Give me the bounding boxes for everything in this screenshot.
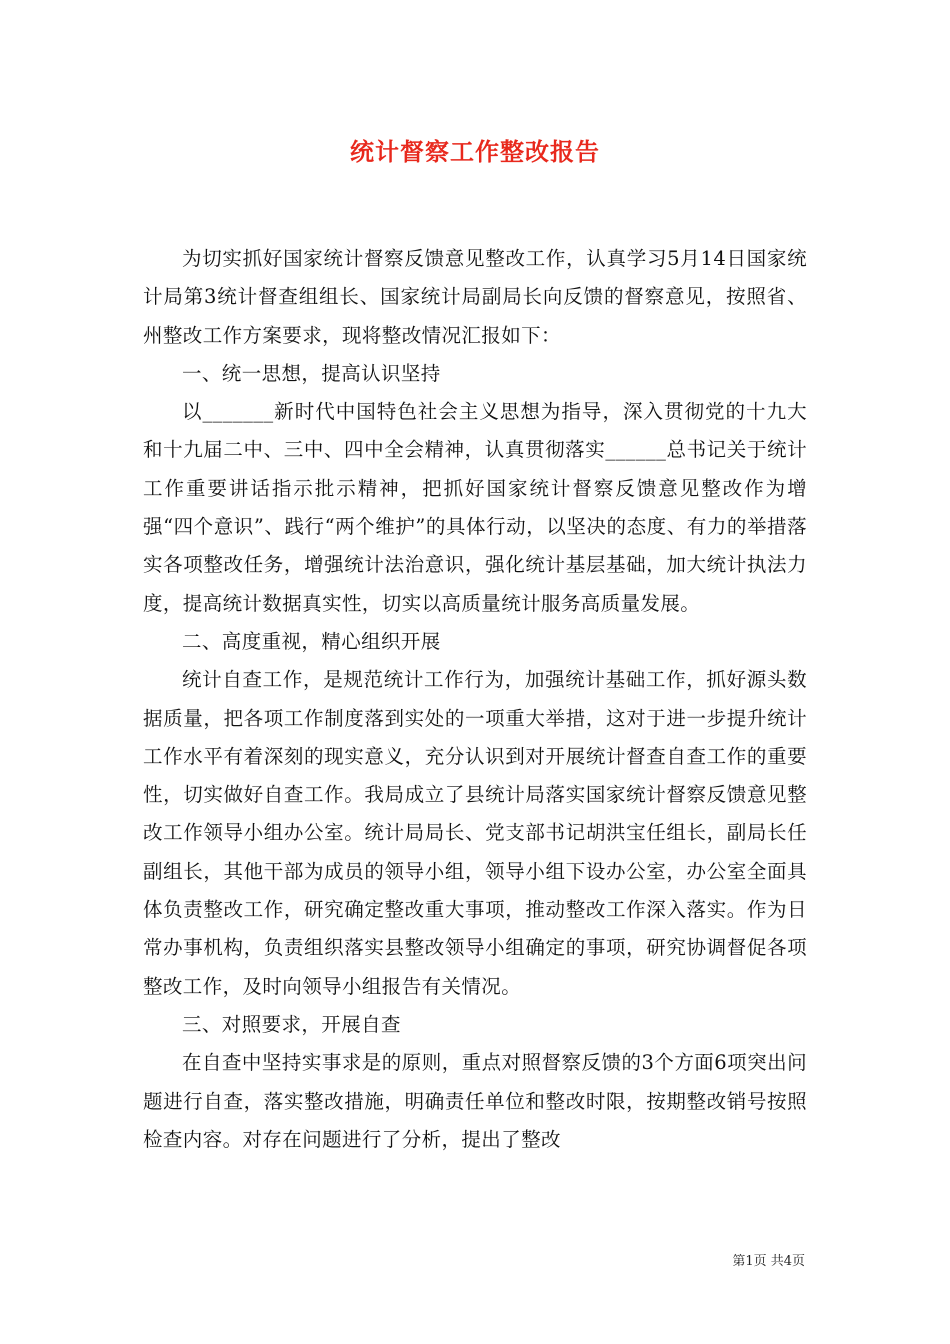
document-title: 统计督察工作整改报告 — [350, 137, 600, 166]
document-body — [143, 240, 807, 1159]
section-heading-1: 一、统一思想，提高认识坚持 — [182, 361, 441, 385]
paragraph-section-2: 统计自查工作，是规范统计工作行为，加强统计基础工作，抓好源头数据质量，把各项工作制度落到实处的一项重大举措，这对于进一步提升统计工作水平有着深刻的现实意义，充分认识到对开展统计督查自查工作的重要性，切实做好自查工作。我局成立了县统计局落实国家统计督察反馈意见整改工作领导小组办公室。统计局局长、党支部书记胡洪宝任组长，副局长任副组长，其他干部为成员的领导小组，领导小组下设办公室，办公室全面具体负责整改工作，研究确定整改重大事项，推动整改工作深入落实。作为日常办事机构，负责组织落实县整改领导小组确定的事项，研究协调督促各项整改工作，及时向领导小组报告有关情况。 — [143, 668, 807, 998]
paragraph-section-1: 以_______新时代中国特色社会主义思想为指导，深入贯彻党的十九大和十九届二中、三中、四中全会精神，认真贯彻落实______总书记关于统计工作重要讲话指示批示精神，把抓好国家统计督察反馈意见整改作为增强“四个意识”、践行“两个维护”的具体行动，以坚决的态度、有力的举措落实各项整改任务，增强统计法治意识，强化统计基层基础，加大统计执法力度，提高统计数据真实性，切实以高质量统计服务高质量发展。 — [143, 400, 807, 615]
section-heading-2: 二、高度重视，精心组织开展 — [182, 629, 441, 653]
paragraph-intro: 为切实抓好国家统计督察反馈意见整改工作，认真学习5月14日国家统计局第3统计督查组组长、国家统计局副局长向反馈的督察意见，按照省、州整改工作方案要求，现将整改情况汇报如下： — [143, 247, 807, 347]
paragraph-section-3: 在自查中坚持实事求是的原则，重点对照督察反馈的3个方面6项突出问题进行自查，落实整改措施，明确责任单位和整改时限，按期整改销号按照检查内容。对存在问题进行了分析，提出了整改 — [143, 1051, 807, 1151]
section-heading-3: 三、对照要求，开展自查 — [182, 1012, 401, 1036]
page-number-footer: 第1页 共4页 — [732, 1254, 805, 1269]
